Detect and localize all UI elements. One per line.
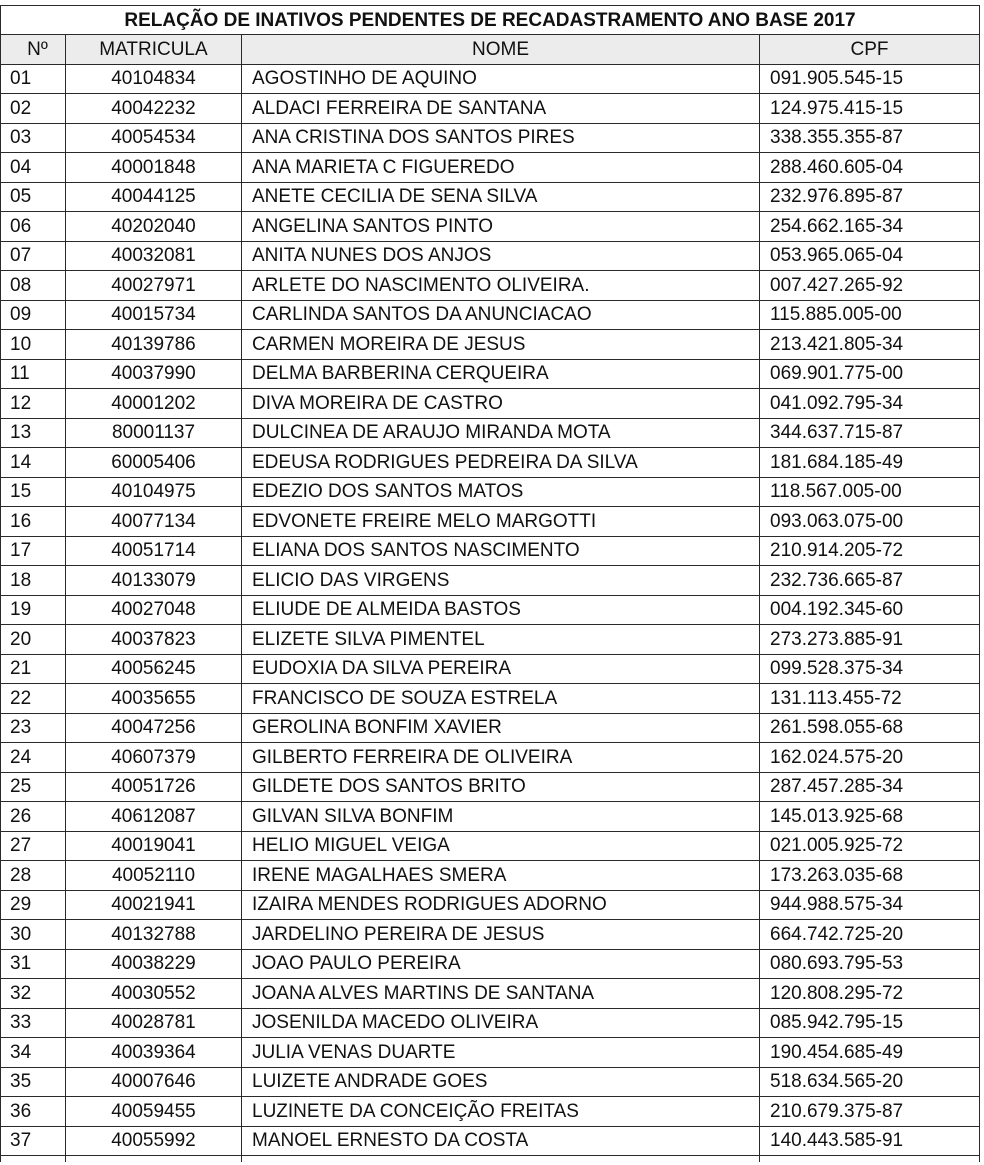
nome-cell: EDVONETE FREIRE MELO MARGOTTI <box>242 507 760 537</box>
column-header-number: Nº <box>1 35 66 65</box>
cpf-cell: 210.679.375-87 <box>760 1097 980 1127</box>
nome-cell: ARLETE DO NASCIMENTO OLIVEIRA. <box>242 271 760 301</box>
table-row <box>1 418 980 448</box>
cpf-cell: 080.693.795-53 <box>760 949 980 979</box>
row-number: 35 <box>1 1067 66 1097</box>
matricula-cell: 40607379 <box>66 743 242 773</box>
table-row <box>1 684 980 714</box>
nome-cell: FRANCISCO DE SOUZA ESTRELA <box>242 684 760 714</box>
table-row <box>1 300 980 330</box>
cpf-cell: 099.528.375-34 <box>760 654 980 684</box>
spreadsheet <box>0 5 979 1162</box>
table-row <box>1 330 980 360</box>
table-row <box>1 1008 980 1038</box>
row-number: 07 <box>1 241 66 271</box>
cpf-cell: 093.063.075-00 <box>760 507 980 537</box>
matricula-cell: 60005406 <box>66 448 242 478</box>
row-number: 12 <box>1 389 66 419</box>
nome-cell: ANITA NUNES DOS ANJOS <box>242 241 760 271</box>
row-number: 29 <box>1 890 66 920</box>
row-number: 21 <box>1 654 66 684</box>
nome-cell: GILDETE DOS SANTOS BRITO <box>242 772 760 802</box>
nome-cell: ALDACI FERREIRA DE SANTANA <box>242 94 760 124</box>
matricula-cell: 40007646 <box>66 1067 242 1097</box>
nome-cell: ELIZETE SILVA PIMENTEL <box>242 625 760 655</box>
table-row <box>1 1126 980 1156</box>
matricula-cell: 40104975 <box>66 477 242 507</box>
nome-cell: ELICIO DAS VIRGENS <box>242 566 760 596</box>
table-row <box>1 507 980 537</box>
matricula-cell: 40051726 <box>66 772 242 802</box>
matricula-cell: 40021941 <box>66 890 242 920</box>
table-row <box>1 389 980 419</box>
table-row <box>1 448 980 478</box>
title-row <box>1 6 980 35</box>
table-row <box>1 212 980 242</box>
matricula-cell: 40037990 <box>66 359 242 389</box>
matricula-cell: 40054534 <box>66 123 242 153</box>
cpf-cell: 288.460.605-04 <box>760 153 980 183</box>
matricula-cell: 40037823 <box>66 625 242 655</box>
cpf-cell: 213.421.805-34 <box>760 330 980 360</box>
nome-cell: GILVAN SILVA BONFIM <box>242 802 760 832</box>
row-number: 25 <box>1 772 66 802</box>
cpf-cell: 041.092.795-34 <box>760 389 980 419</box>
table-row <box>1 595 980 625</box>
cpf-cell: 664.742.725-20 <box>760 920 980 950</box>
nome-cell: HELIO MIGUEL VEIGA <box>242 831 760 861</box>
row-number: 36 <box>1 1097 66 1127</box>
nome-cell: ELIANA DOS SANTOS NASCIMENTO <box>242 536 760 566</box>
row-number: 27 <box>1 831 66 861</box>
table-row <box>1 831 980 861</box>
row-number: 04 <box>1 153 66 183</box>
matricula-cell: 40015734 <box>66 300 242 330</box>
matricula-cell: 40051714 <box>66 536 242 566</box>
table-row <box>1 772 980 802</box>
matricula-cell: 40035655 <box>66 684 242 714</box>
nome-cell: JOSENILDA MACEDO OLIVEIRA <box>242 1008 760 1038</box>
matricula-cell: 40133079 <box>66 566 242 596</box>
nome-cell: GEROLINA BONFIM XAVIER <box>242 713 760 743</box>
table-row <box>1 477 980 507</box>
row-number: 10 <box>1 330 66 360</box>
nome-cell: GILBERTO FERREIRA DE OLIVEIRA <box>242 743 760 773</box>
empty-cell <box>760 1156 980 1163</box>
row-number: 05 <box>1 182 66 212</box>
cpf-cell: 261.598.055-68 <box>760 713 980 743</box>
matricula-cell: 80001137 <box>66 418 242 448</box>
table-row <box>1 566 980 596</box>
header-row <box>1 35 980 65</box>
nome-cell: EUDOXIA DA SILVA PEREIRA <box>242 654 760 684</box>
matricula-cell: 40042232 <box>66 94 242 124</box>
row-number: 26 <box>1 802 66 832</box>
cpf-cell: 232.976.895-87 <box>760 182 980 212</box>
row-number: 30 <box>1 920 66 950</box>
empty-cell <box>242 1156 760 1163</box>
nome-cell: ANETE CECILIA DE SENA SILVA <box>242 182 760 212</box>
cpf-cell: 118.567.005-00 <box>760 477 980 507</box>
nome-cell: JARDELINO PEREIRA DE JESUS <box>242 920 760 950</box>
matricula-cell: 40132788 <box>66 920 242 950</box>
row-number: 06 <box>1 212 66 242</box>
matricula-cell: 40030552 <box>66 979 242 1009</box>
matricula-cell: 40202040 <box>66 212 242 242</box>
row-number: 20 <box>1 625 66 655</box>
inactive-records-table <box>0 5 980 1162</box>
nome-cell: ANA CRISTINA DOS SANTOS PIRES <box>242 123 760 153</box>
cpf-cell: 287.457.285-34 <box>760 772 980 802</box>
row-number: 18 <box>1 566 66 596</box>
matricula-cell: 40027048 <box>66 595 242 625</box>
row-number: 24 <box>1 743 66 773</box>
nome-cell: EDEZIO DOS SANTOS MATOS <box>242 477 760 507</box>
nome-cell: DIVA MOREIRA DE CASTRO <box>242 389 760 419</box>
matricula-cell: 40019041 <box>66 831 242 861</box>
matricula-cell: 40052110 <box>66 861 242 891</box>
table-row <box>1 271 980 301</box>
row-number: 11 <box>1 359 66 389</box>
cpf-cell: 085.942.795-15 <box>760 1008 980 1038</box>
table-title: RELAÇÃO DE INATIVOS PENDENTES DE RECADASTRAMENTO ANO BASE 2017 <box>1 6 980 35</box>
table-row <box>1 949 980 979</box>
cpf-cell: 069.901.775-00 <box>760 359 980 389</box>
table-row <box>1 713 980 743</box>
table-row <box>1 920 980 950</box>
table-row <box>1 1038 980 1068</box>
nome-cell: JULIA VENAS DUARTE <box>242 1038 760 1068</box>
cpf-cell: 145.013.925-68 <box>760 802 980 832</box>
matricula-cell: 40047256 <box>66 713 242 743</box>
nome-cell: DELMA BARBERINA CERQUEIRA <box>242 359 760 389</box>
table-row <box>1 1067 980 1097</box>
cpf-cell: 232.736.665-87 <box>760 566 980 596</box>
table-row <box>1 536 980 566</box>
table-row <box>1 654 980 684</box>
matricula-cell: 40139786 <box>66 330 242 360</box>
matricula-cell: 40039364 <box>66 1038 242 1068</box>
table-row <box>1 94 980 124</box>
cpf-cell: 190.454.685-49 <box>760 1038 980 1068</box>
row-number: 16 <box>1 507 66 537</box>
row-number: 08 <box>1 271 66 301</box>
cpf-cell: 004.192.345-60 <box>760 595 980 625</box>
row-number: 17 <box>1 536 66 566</box>
table-row <box>1 359 980 389</box>
cpf-cell: 131.113.455-72 <box>760 684 980 714</box>
matricula-cell: 40056245 <box>66 654 242 684</box>
cpf-cell: 053.965.065-04 <box>760 241 980 271</box>
nome-cell: LUZINETE DA CONCEIÇÃO FREITAS <box>242 1097 760 1127</box>
nome-cell: LUIZETE ANDRADE GOES <box>242 1067 760 1097</box>
cpf-cell: 120.808.295-72 <box>760 979 980 1009</box>
cpf-cell: 944.988.575-34 <box>760 890 980 920</box>
matricula-cell: 40038229 <box>66 949 242 979</box>
matricula-cell: 40001202 <box>66 389 242 419</box>
nome-cell: CARMEN MOREIRA DE JESUS <box>242 330 760 360</box>
cpf-cell: 273.273.885-91 <box>760 625 980 655</box>
row-number: 31 <box>1 949 66 979</box>
column-header-matricula: MATRICULA <box>66 35 242 65</box>
cpf-cell: 162.024.575-20 <box>760 743 980 773</box>
row-number: 37 <box>1 1126 66 1156</box>
cpf-cell: 115.885.005-00 <box>760 300 980 330</box>
row-number: 32 <box>1 979 66 1009</box>
cpf-cell: 254.662.165-34 <box>760 212 980 242</box>
matricula-cell: 40077134 <box>66 507 242 537</box>
cpf-cell: 021.005.925-72 <box>760 831 980 861</box>
cpf-cell: 124.975.415-15 <box>760 94 980 124</box>
table-row <box>1 182 980 212</box>
cpf-cell: 344.637.715-87 <box>760 418 980 448</box>
cpf-cell: 181.684.185-49 <box>760 448 980 478</box>
cpf-cell: 518.634.565-20 <box>760 1067 980 1097</box>
table-row <box>1 64 980 94</box>
cpf-cell: 210.914.205-72 <box>760 536 980 566</box>
column-header-nome: NOME <box>242 35 760 65</box>
table-row <box>1 1097 980 1127</box>
row-number: 15 <box>1 477 66 507</box>
table-row <box>1 979 980 1009</box>
nome-cell: IZAIRA MENDES RODRIGUES ADORNO <box>242 890 760 920</box>
row-number: 13 <box>1 418 66 448</box>
nome-cell: EDEUSA RODRIGUES PEDREIRA DA SILVA <box>242 448 760 478</box>
table-row <box>1 743 980 773</box>
matricula-cell: 40059455 <box>66 1097 242 1127</box>
table-row-partial <box>1 1156 980 1163</box>
matricula-cell: 40612087 <box>66 802 242 832</box>
nome-cell: JOAO PAULO PEREIRA <box>242 949 760 979</box>
row-number: 22 <box>1 684 66 714</box>
table-row <box>1 802 980 832</box>
nome-cell: ANGELINA SANTOS PINTO <box>242 212 760 242</box>
nome-cell: IRENE MAGALHAES SMERA <box>242 861 760 891</box>
table-row <box>1 861 980 891</box>
matricula-cell: 40044125 <box>66 182 242 212</box>
table-row <box>1 241 980 271</box>
matricula-cell: 40028781 <box>66 1008 242 1038</box>
empty-cell <box>66 1156 242 1163</box>
row-number: 14 <box>1 448 66 478</box>
cpf-cell: 140.443.585-91 <box>760 1126 980 1156</box>
table-row <box>1 123 980 153</box>
nome-cell: CARLINDA SANTOS DA ANUNCIACAO <box>242 300 760 330</box>
row-number: 02 <box>1 94 66 124</box>
row-number: 33 <box>1 1008 66 1038</box>
row-number: 19 <box>1 595 66 625</box>
matricula-cell: 40055992 <box>66 1126 242 1156</box>
row-number: 03 <box>1 123 66 153</box>
cpf-cell: 091.905.545-15 <box>760 64 980 94</box>
table-row <box>1 625 980 655</box>
row-number: 28 <box>1 861 66 891</box>
row-number: 01 <box>1 64 66 94</box>
matricula-cell: 40027971 <box>66 271 242 301</box>
table-row <box>1 153 980 183</box>
row-number: 09 <box>1 300 66 330</box>
table-row <box>1 890 980 920</box>
nome-cell: ANA MARIETA C FIGUEREDO <box>242 153 760 183</box>
matricula-cell: 40104834 <box>66 64 242 94</box>
cpf-cell: 338.355.355-87 <box>760 123 980 153</box>
nome-cell: JOANA ALVES MARTINS DE SANTANA <box>242 979 760 1009</box>
table-body <box>1 64 980 1162</box>
matricula-cell: 40032081 <box>66 241 242 271</box>
cpf-cell: 007.427.265-92 <box>760 271 980 301</box>
cpf-cell: 173.263.035-68 <box>760 861 980 891</box>
row-number: 23 <box>1 713 66 743</box>
nome-cell: ELIUDE DE ALMEIDA BASTOS <box>242 595 760 625</box>
nome-cell: AGOSTINHO DE AQUINO <box>242 64 760 94</box>
column-header-cpf: CPF <box>760 35 980 65</box>
nome-cell: DULCINEA DE ARAUJO MIRANDA MOTA <box>242 418 760 448</box>
matricula-cell: 40001848 <box>66 153 242 183</box>
nome-cell: MANOEL ERNESTO DA COSTA <box>242 1126 760 1156</box>
empty-cell <box>1 1156 66 1163</box>
row-number: 34 <box>1 1038 66 1068</box>
